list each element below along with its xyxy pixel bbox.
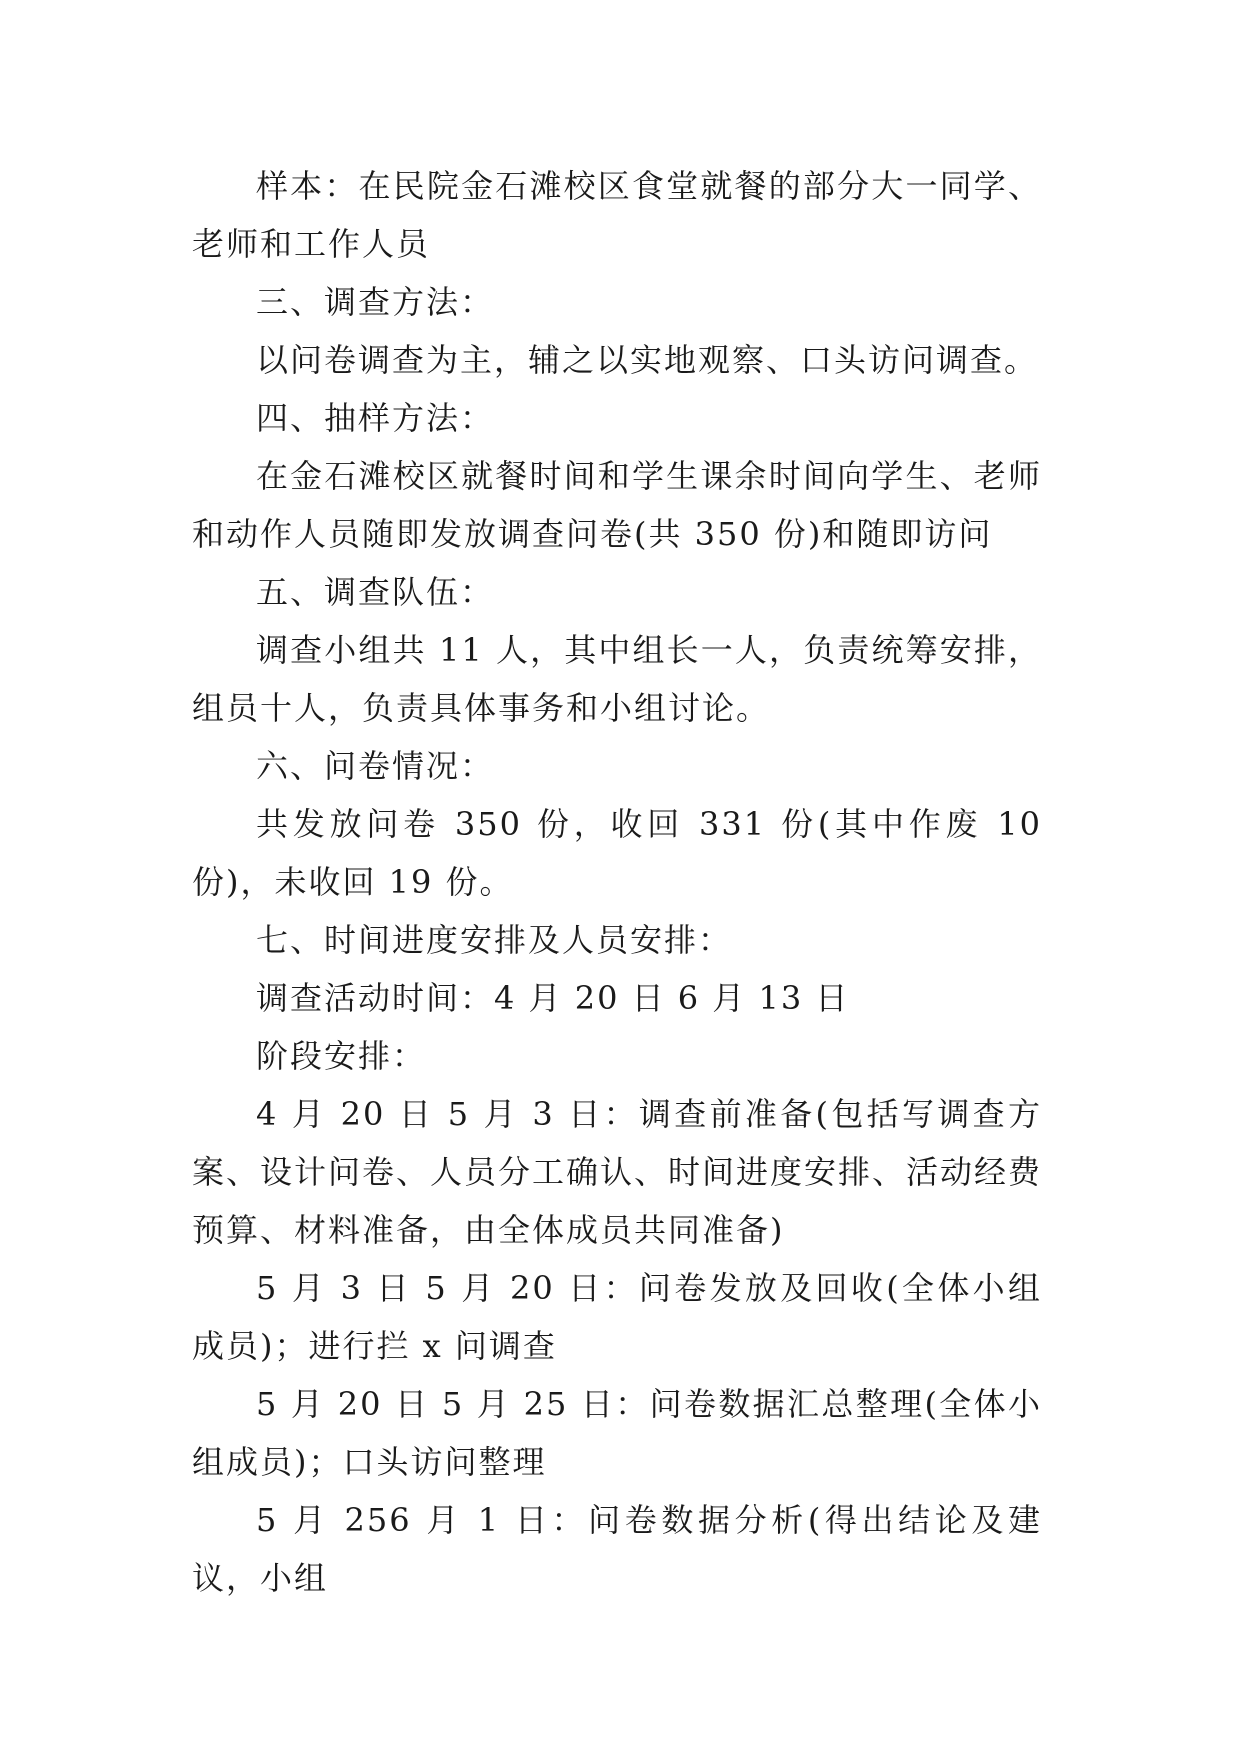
heading-questionnaire-status: 六、问卷情况：: [256, 747, 495, 785]
heading-schedule: 七、时间进度安排及人员安排：: [256, 921, 733, 959]
paragraph-questionnaire-status: 共发放问卷 350 份，收回 331 份(其中作废 10 份)，未收回 19 份。: [192, 805, 1042, 901]
paragraph-stage-3: 5 月 20 日 5 月 25 日：问卷数据汇总整理(全体小组成员)；口头访问整理: [192, 1385, 1042, 1481]
document-body: [192, 157, 1042, 1607]
paragraph-stage-1: 4 月 20 日 5 月 3 日：调查前准备(包括写调查方案、设计问卷、人员分工确认、时间进度安排、活动经费预算、材料准备，由全体成员共同准备): [192, 1095, 1043, 1249]
heading-survey-method: 三、调查方法：: [256, 283, 495, 321]
paragraph-survey-method: 以问卷调查为主，辅之以实地观察、口头访问调查。: [256, 341, 1039, 379]
paragraph-sampling-method: 在金石滩校区就餐时间和学生课余时间向学生、老师和动作人员随即发放调查问卷(共 350 份)和随即访问: [192, 457, 1042, 553]
heading-sampling-method: 四、抽样方法：: [256, 399, 495, 437]
paragraph-activity-time: 调查活动时间：4 月 20 日 6 月 13 日: [256, 979, 850, 1017]
paragraph-stage-4: 5 月 256 月 1 日：问卷数据分析(得出结论及建议，小组: [192, 1501, 1042, 1597]
paragraph-survey-team: 调查小组共 11 人，其中组长一人，负责统筹安排，组员十人，负责具体事务和小组讨论。: [192, 631, 1042, 727]
paragraph-stage-label: 阶段安排：: [256, 1037, 427, 1075]
paragraph-stage-2: 5 月 3 日 5 月 20 日：问卷发放及回收(全体小组成员)；进行拦 x 问调查: [192, 1269, 1042, 1365]
paragraph-sample: 样本：在民院金石滩校区食堂就餐的部分大一同学、老师和工作人员: [192, 167, 1042, 263]
heading-survey-team: 五、调查队伍：: [256, 573, 495, 611]
